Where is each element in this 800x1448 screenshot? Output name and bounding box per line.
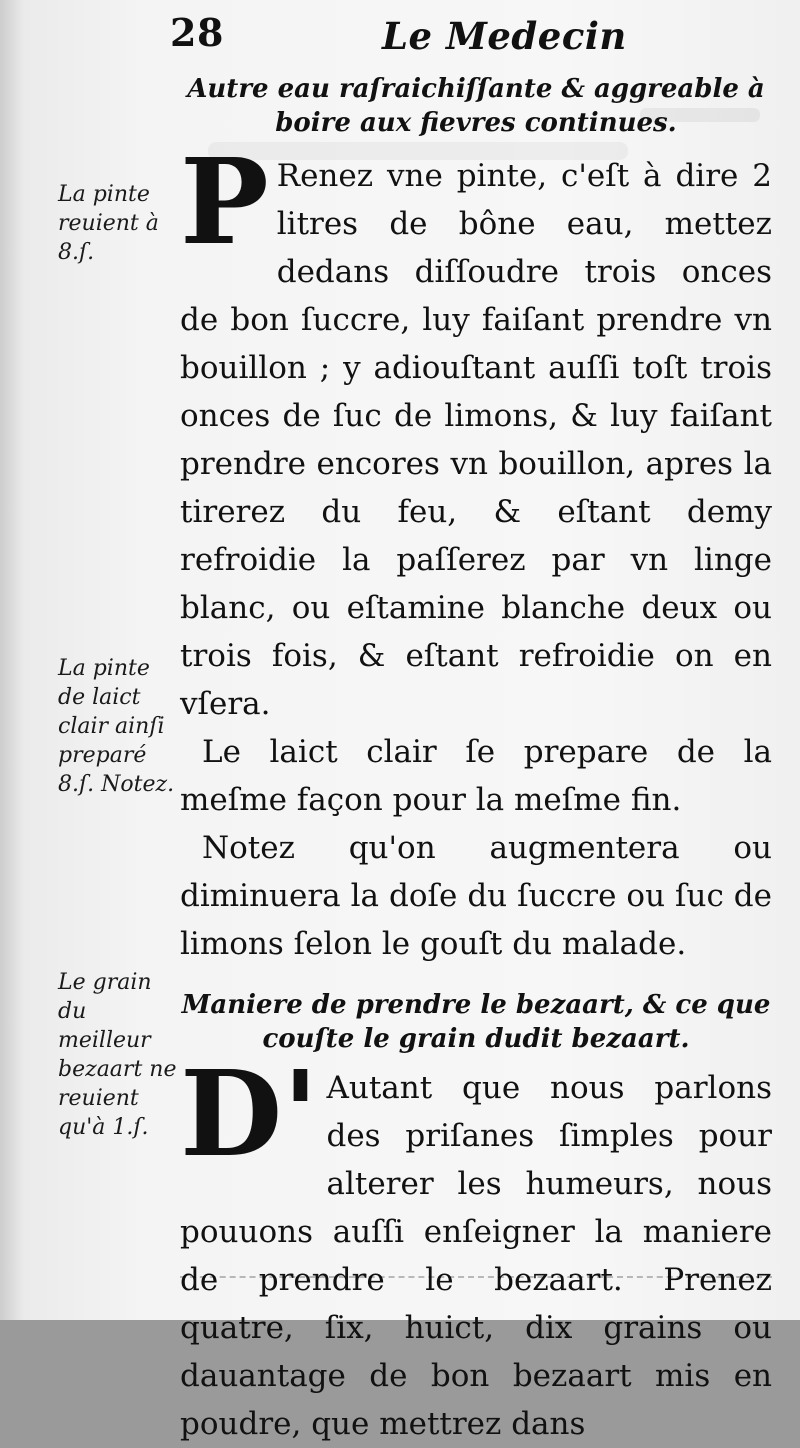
paragraph-2: Le laict clair ſe prepare de la meſme façon pour la meſme fin.	[180, 734, 772, 818]
running-head: Le Medecin	[382, 14, 627, 58]
page-number: 28	[170, 10, 224, 55]
paragraph-1: PRenez vne pinte, c'eſt à dire 2 litres de bône eau, mettez dedans diſſoudre trois onces de bon ſuccre, luy faiſant prendre vn bouillon ; y adiouſtant auſſi toſt trois onces de ſuc de limons, & luy faiſant prendre encores vn bouillon, apres la tirerez du feu, & eſtant demy refroidie la paſſerez par vn linge blanc, ou eſtamine blanche deux ou trois fois, & eſtant refroidie on en vſera.	[180, 132, 772, 722]
page-header	[0, 10, 800, 66]
bottom-page-edge	[180, 1276, 772, 1278]
section-title-2: Maniere de prendre le bezaart, & ce que couſte le grain dudit bezaart.	[181, 990, 771, 1054]
margin-note-3: Le grain du meilleur bezaart ne reuient qu'à 1.ſ.	[58, 970, 177, 1140]
section-title-1: Autre eau raſraichiſſante & aggreable à boire aux fievres continues.	[187, 74, 765, 138]
paragraph-3: Notez qu'on augmentera ou diminuera la doſe du ſuccre ou ſuc de limons ſelon le gouſt du malade.	[180, 830, 772, 962]
margin-note-2: La pinte de laict clair ainſi preparé 8.ſ. Notez.	[58, 656, 175, 797]
main-text-column	[180, 72, 772, 1448]
paragraph-4: D'Autant que nous parlons des priſanes ſimples pour alterer les humeurs, nous pouuons auſſi enſeigner la maniere de prendre le bezaart. Prenez quatre, ſix, huict, dix grains ou dauantage de bon bezaart mis en poudre, que mettrez dans	[180, 1044, 772, 1442]
page-gutter-shadow	[0, 0, 24, 1320]
margin-note-1: La pinte reuient à 8.ſ.	[58, 182, 159, 265]
